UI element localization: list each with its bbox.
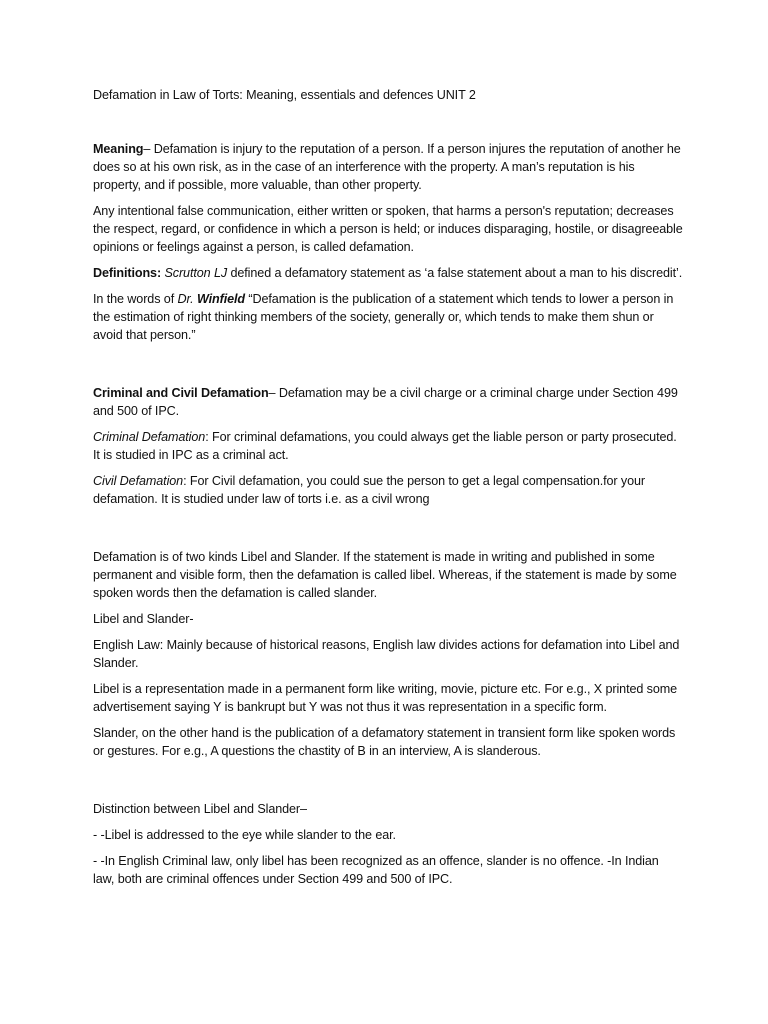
definitions-text: defined a defamatory statement as ‘a false statement about a man to his discredit’.	[227, 266, 683, 280]
civil-defamation-text: : For Civil defamation, you could sue the person to get a legal compensation.for your defamation. It is studied under law of torts i.e. as a civil wrong	[93, 474, 646, 506]
two-kinds-paragraph: Defamation is of two kinds Libel and Slander. If the statement is made in writing and published in some permanent and visible form, then the defamation is called libel. Whereas, if the statement is made by some spoken words then the defamation is called slander.	[93, 550, 677, 600]
document-body	[93, 86, 683, 896]
slander-definition-paragraph: Slander, on the other hand is the publication of a defamatory statement in transient form like spoken words or gestures. For e.g., A questions the chastity of B in an interview, A is slanderous.	[93, 726, 676, 758]
definitions-paragraph	[93, 264, 683, 282]
definitions-label: Definitions:	[93, 266, 165, 280]
english-law-paragraph: English Law: Mainly because of historical reasons, English law divides actions for defamation into Libel and Slander.	[93, 638, 680, 670]
winfield-paragraph	[93, 290, 683, 344]
criminal-defamation-label: Criminal Defamation	[93, 430, 206, 444]
civil-defamation-label: Civil Defamation	[93, 474, 184, 488]
criminal-civil-label: Criminal and Civil Defamation	[93, 386, 269, 400]
document-title: Defamation in Law of Torts: Meaning, essentials and defences UNIT 2	[93, 88, 476, 102]
criminal-defamation-paragraph	[93, 428, 683, 464]
libel-slander-heading: Libel and Slander-	[93, 612, 194, 626]
distinction-item-2: - -In English Criminal law, only libel has been recognized as an offence, slander is no offence. -In Indian law, both are criminal offences under Section 499 and 500 of IPC.	[93, 854, 659, 886]
meaning-label: Meaning	[93, 142, 144, 156]
criminal-civil-text: – Defamation may be a civil charge or a criminal charge under Section 499 and 500 of IPC.	[93, 386, 678, 418]
winfield-text: “Defamation is the publication of a statement which tends to lower a person in the estimation of right thinking members of the society, generally or, which tends to make them shun or avoid that person.”	[93, 292, 674, 342]
libel-definition-paragraph: Libel is a representation made in a permanent form like writing, movie, picture etc. For e.g., X printed some advertisement saying Y is bankrupt but Y was not thus it was representation in a specific form.	[93, 682, 678, 714]
meaning-paragraph	[93, 140, 683, 194]
distinction-heading: Distinction between Libel and Slander–	[93, 802, 307, 816]
winfield-pre: In the words of	[93, 292, 178, 306]
criminal-civil-paragraph	[93, 384, 683, 420]
civil-defamation-paragraph	[93, 472, 683, 508]
criminal-defamation-text: : For criminal defamations, you could always get the liable person or party prosecuted. It is studied in IPC as a criminal act.	[93, 430, 677, 462]
meaning-text: – Defamation is injury to the reputation of a person. If a person injures the reputation of another he does so at his own risk, as in the case of an interference with the property. A man’s reputation is his property, and if possible, more valuable, than other property.	[93, 142, 681, 192]
winfield-dr: Dr.	[177, 292, 197, 306]
scrutton-name: Scrutton LJ	[164, 266, 228, 280]
distinction-item-1: - -Libel is addressed to the eye while slander to the ear.	[93, 828, 396, 842]
winfield-name: Winfield	[196, 292, 245, 306]
intentional-communication-paragraph: Any intentional false communication, either written or spoken, that harms a person's reputation; decreases the respect, regard, or confidence in which a person is held; or induces disparaging, hostile, or disagreeable opinions or feelings against a person, is called defamation.	[93, 204, 683, 254]
